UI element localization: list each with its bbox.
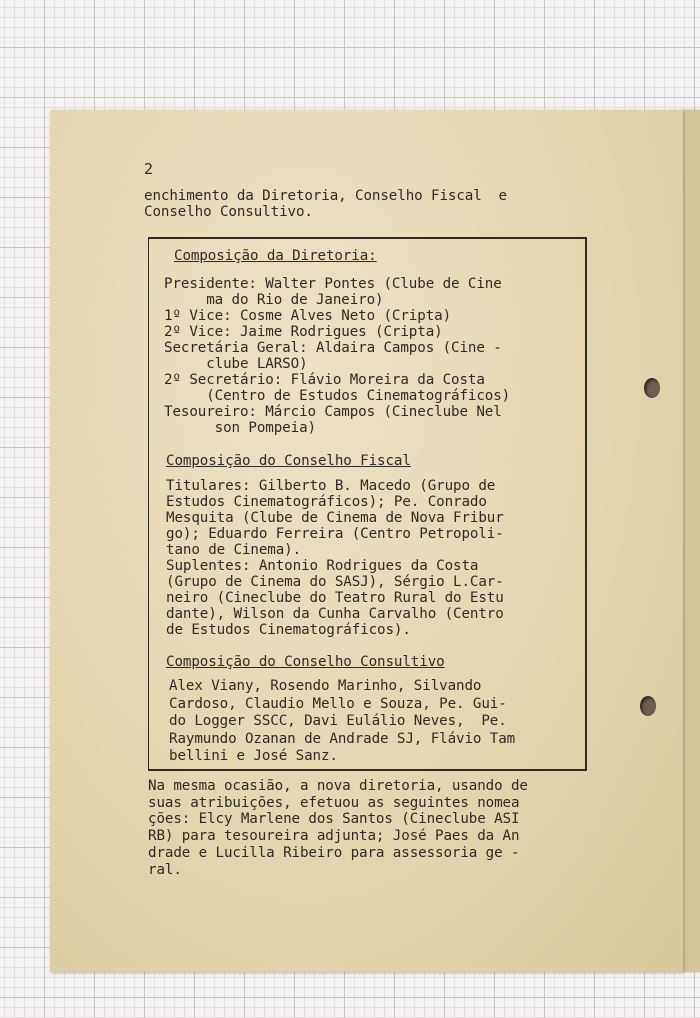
conselho-consultivo-heading: Composição do Conselho Consultivo xyxy=(166,654,445,670)
diretoria-list: Presidente: Walter Pontes (Clube de Cine ma do Rio de Janeiro) 1º Vice: Cosme Alves Neto (Cripta) 2º Vice: Jaime Rodrigues (Cripta) Secretária Geral: Aldaira Campos (Cine - clube LARSO) 2º Secretário: Flávio Moreira da Costa (Centro de Estudos Cinematográficos) Tesoureiro: Márcio Campos (Cineclube Nel son Pompeia) xyxy=(164,276,511,436)
intro-paragraph: enchimento da Diretoria, Conselho Fiscal e Conselho Consultivo. xyxy=(144,188,507,220)
page-number: 2 xyxy=(144,160,154,178)
document-page xyxy=(50,110,683,972)
punch-hole xyxy=(644,378,660,398)
diretoria-heading: Composição da Diretoria: xyxy=(174,248,377,264)
punch-hole xyxy=(640,696,656,716)
conselho-fiscal-list: Titulares: Gilberto B. Macedo (Grupo de Estudos Cinematográficos); Pe. Conrado Mesquita (Clube de Cinema de Nova Fribur go); Eduardo Ferreira (Centro Petropoli- tano de Cinema). Suplentes: Antonio Rodrigues da Costa (Grupo de Cinema do SASJ), Sérgio L.Car- neiro (Cineclube do Teatro Rural do Estu dante), Wilson da Cunha Carvalho (Centro de Estudos Cinematográficos). xyxy=(166,478,504,638)
conselho-consultivo-list: Alex Viany, Rosendo Marinho, Silvando Cardoso, Claudio Mello e Souza, Pe. Gui- do Logger SSCC, Davi Eulálio Neves, Pe. Raymundo Ozanan de Andrade SJ, Flávio Tam bellini e José Sanz. xyxy=(169,678,516,764)
closing-paragraph: Na mesma ocasião, a nova diretoria, usando de suas atribuições, efetuou as seguintes nomea ções: Elcy Marlene dos Santos (Cineclube ASI RB) para tesoureira adjunta; José Paes da An drade e Lucilla Ribeiro para assessoria ge - ral. xyxy=(148,778,528,878)
conselho-fiscal-heading: Composição do Conselho Fiscal xyxy=(166,453,411,469)
next-page-edge xyxy=(682,110,700,972)
